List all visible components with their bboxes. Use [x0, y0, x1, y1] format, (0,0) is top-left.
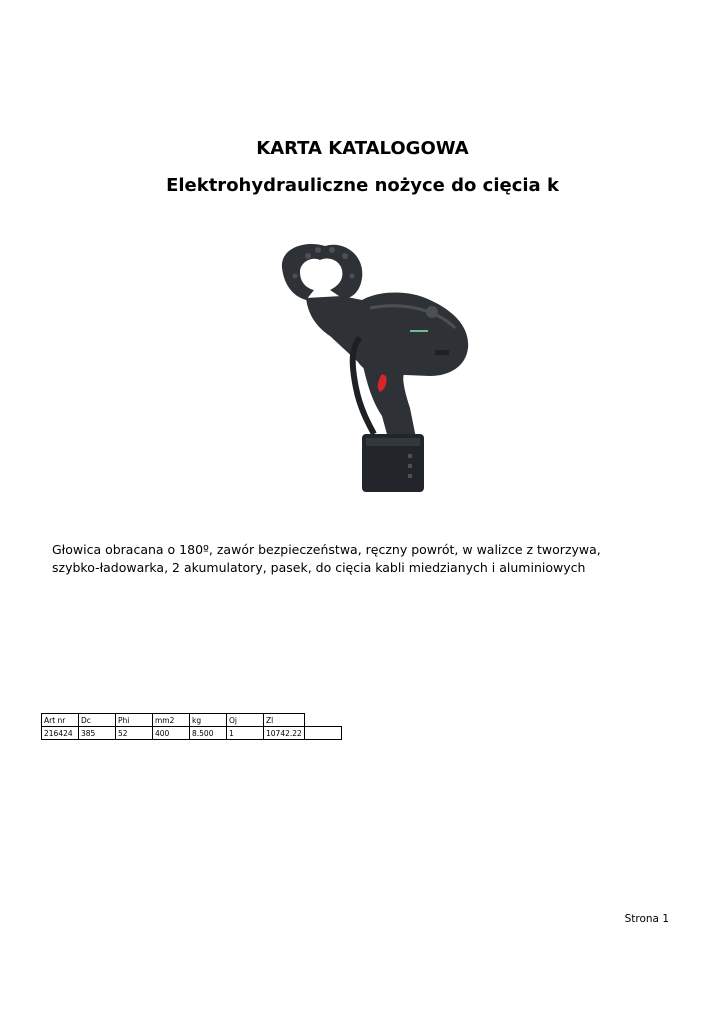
spec-cell-oj: 1: [227, 727, 264, 740]
spec-table-header-row: [42, 714, 342, 727]
battery-pack: [362, 434, 424, 492]
spec-table: [41, 713, 342, 740]
spec-header-zl: Zl: [264, 714, 305, 727]
spec-cell-kg: 8.500: [190, 727, 227, 740]
description-line-1: Głowica obracana o 180º, zawór bezpieczeństwa, ręczny powrót, w walizce z tworzywa,: [52, 542, 601, 557]
page-number: Strona 1: [624, 913, 669, 925]
spec-header-art-nr: Art nr: [42, 714, 79, 727]
spec-header-dc: Dc: [79, 714, 116, 727]
cutter-head: [282, 244, 362, 300]
tool-body: [306, 293, 468, 377]
spec-cell-phi: 52: [116, 727, 153, 740]
spec-header-kg: kg: [190, 714, 227, 727]
spec-cell-dc: 385: [79, 727, 116, 740]
spec-cell-zl: 10742.22: [264, 727, 305, 740]
spec-header-phi: Phi: [116, 714, 153, 727]
hydraulic-cable-cutter-image: [270, 238, 480, 500]
spec-header-oj: Oj: [227, 714, 264, 727]
spec-header-mm2: mm2: [153, 714, 190, 727]
table-row: [42, 727, 342, 740]
spec-cell-empty: [304, 727, 341, 740]
spec-cell-art-nr: 216424: [42, 727, 79, 740]
description-line-2: szybko-ładowarka, 2 akumulatory, pasek, do cięcia kabli miedzianych i aluminiowych: [52, 560, 586, 575]
page-subtitle: Elektrohydrauliczne nożyce do cięcia k: [166, 175, 559, 196]
page-title: KARTA KATALOGOWA: [256, 138, 469, 159]
spec-cell-mm2: 400: [153, 727, 190, 740]
spec-header-blank: [304, 714, 341, 727]
product-description: [52, 541, 672, 577]
